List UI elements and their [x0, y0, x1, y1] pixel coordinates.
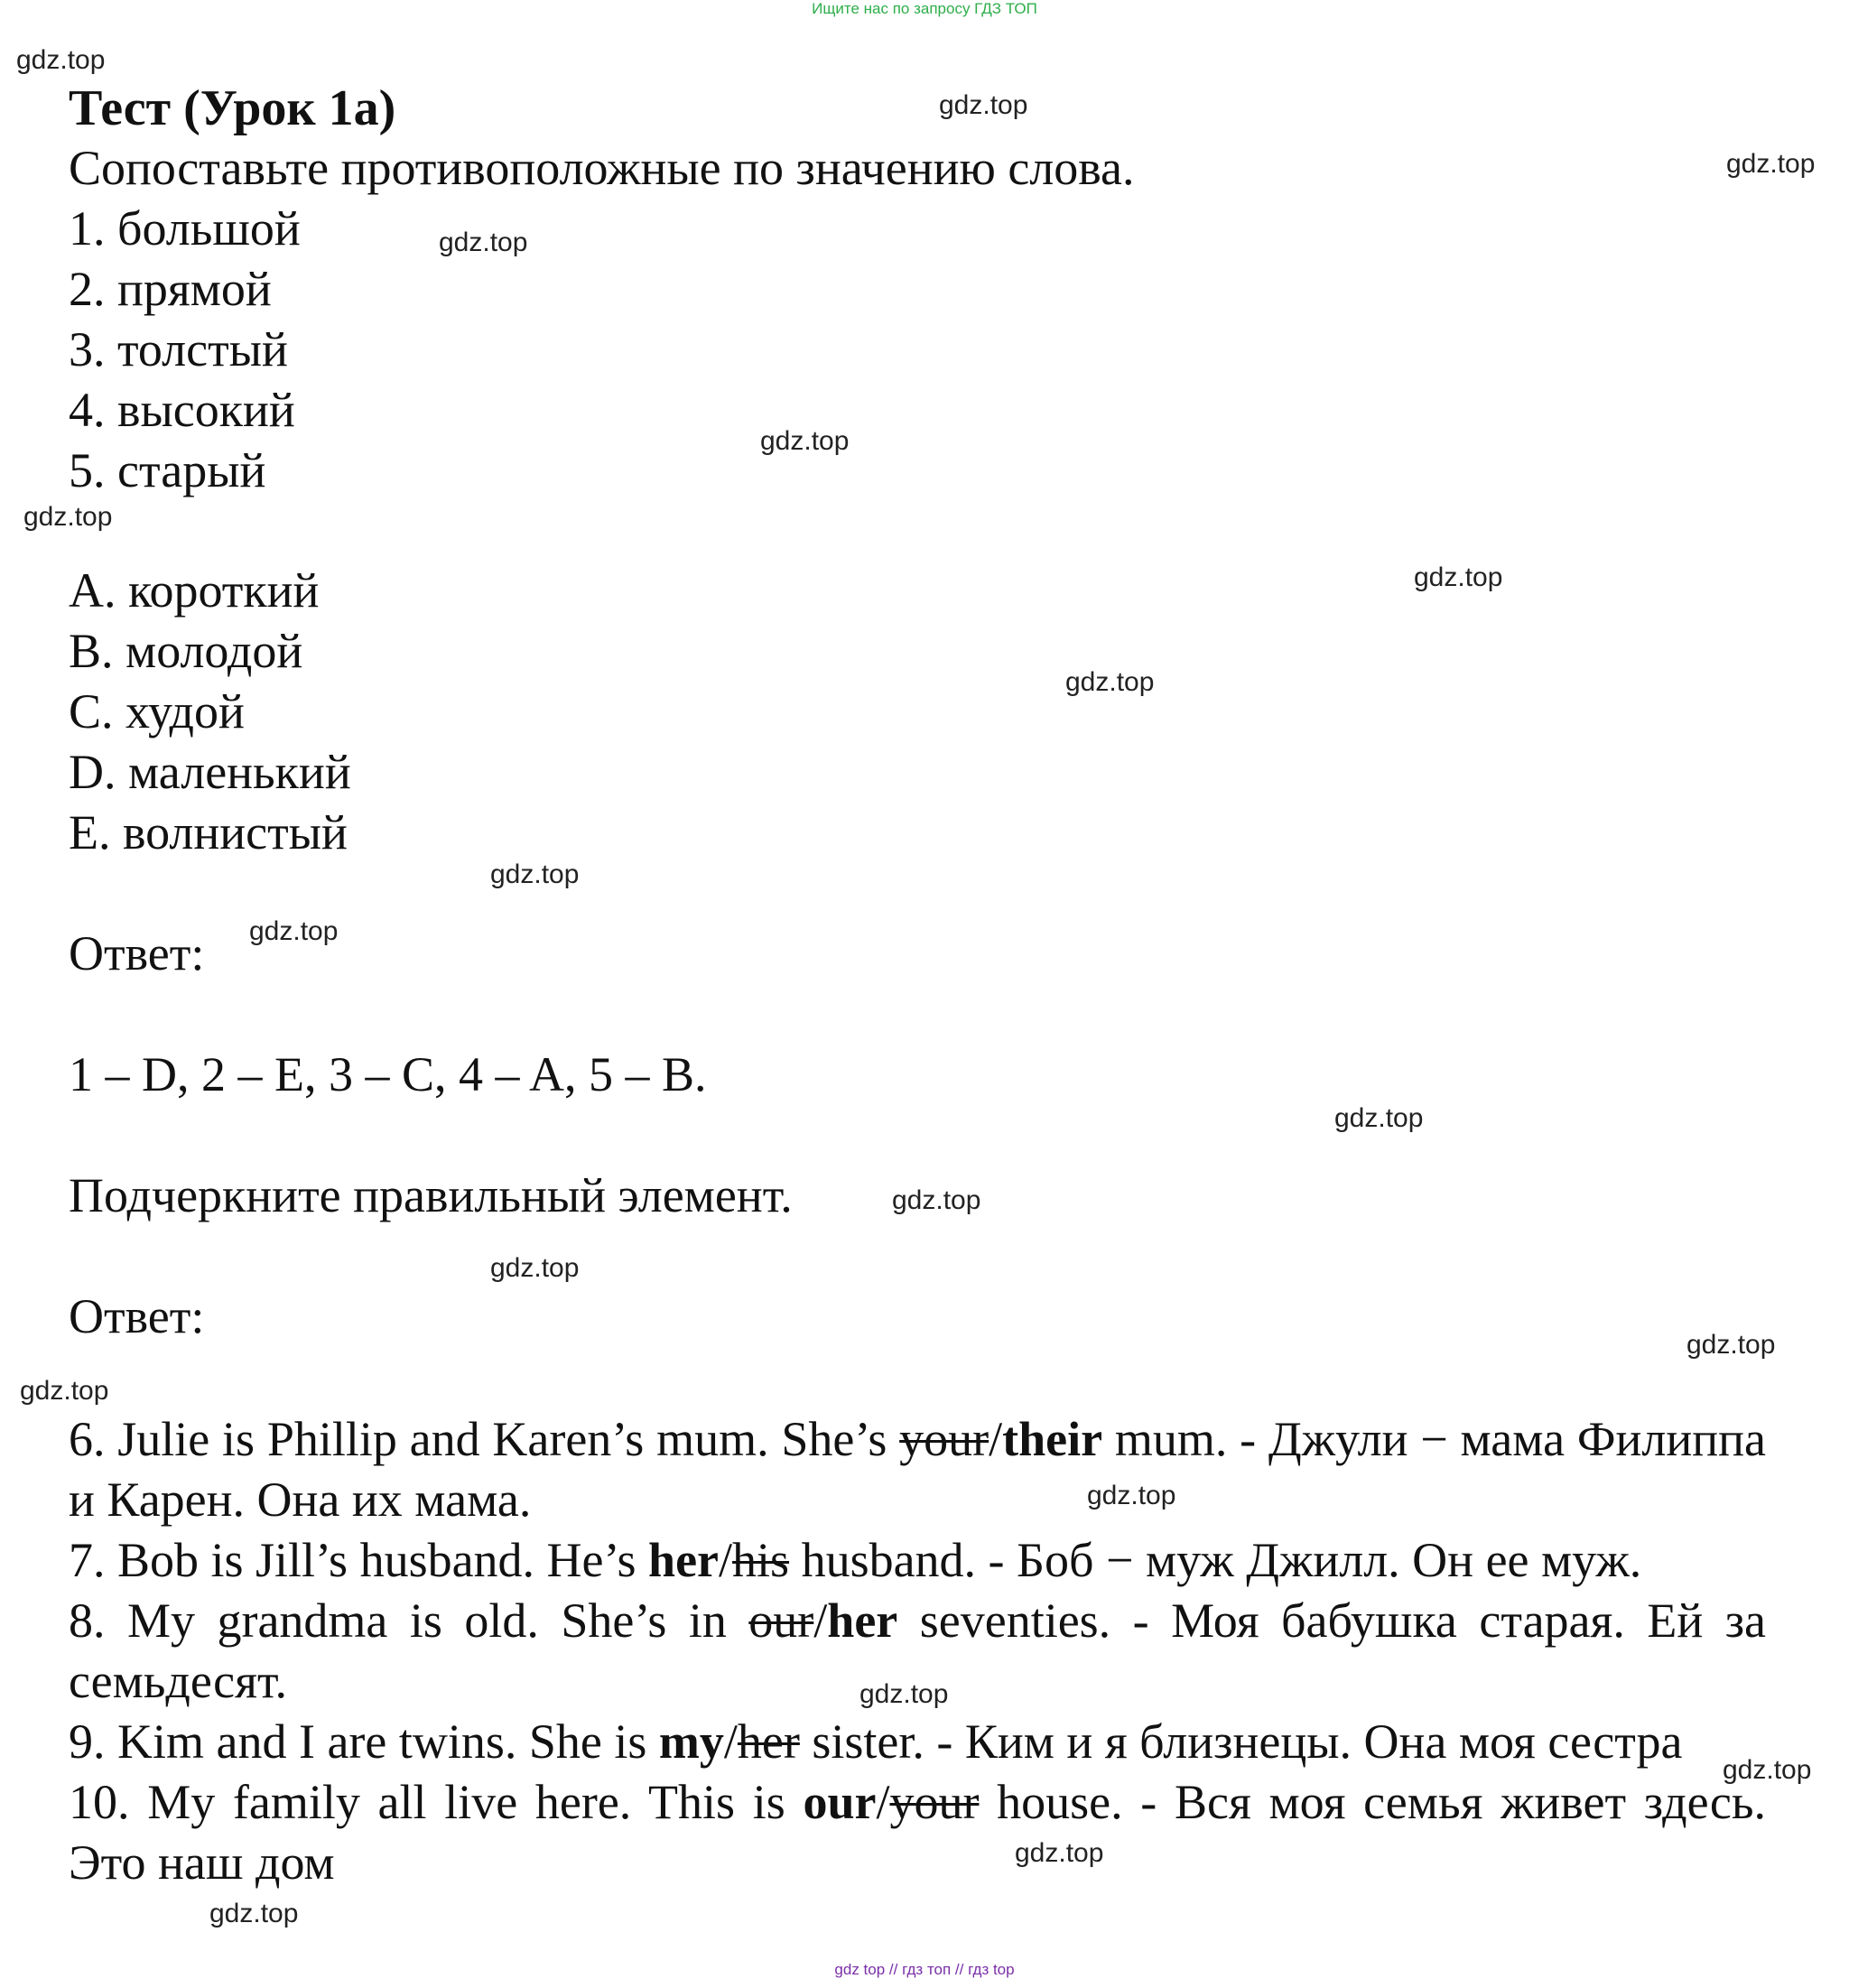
watermark: gdz.top	[1726, 149, 1816, 179]
word-item: 2. прямой	[69, 262, 272, 316]
item-text: 8. My grandma is old. She’s in	[69, 1593, 749, 1648]
watermark: gdz.top	[892, 1185, 981, 1215]
watermark: gdz.top	[1087, 1481, 1176, 1510]
watermark: gdz.top	[1015, 1838, 1104, 1868]
correct-option: her	[827, 1593, 898, 1648]
list-item	[69, 1591, 1766, 1712]
correct-option: her	[648, 1533, 720, 1587]
answer-label: Ответ:	[69, 926, 205, 980]
watermark: gdz.top	[20, 1376, 109, 1406]
crossed-option: your	[889, 1775, 980, 1829]
watermark: gdz.top	[760, 426, 850, 456]
crossed-option: our	[748, 1593, 814, 1648]
word-item: 4. высокий	[69, 383, 295, 437]
option-item: A. короткий	[69, 563, 320, 618]
list-item	[69, 1530, 1766, 1591]
bottom-banner[interactable]: gdz top // гдз топ // гдз top	[834, 1961, 1015, 1978]
watermark: gdz.top	[939, 90, 1028, 120]
watermark: gdz.top	[1723, 1755, 1812, 1785]
separator: /	[876, 1775, 890, 1829]
list-item	[69, 1712, 1766, 1772]
item-text: sister. - Ким и я близнецы. Она моя сестра	[799, 1714, 1683, 1769]
item-text: 10. My family all live here. This is	[69, 1775, 804, 1829]
word-item: 1. большой	[69, 201, 301, 255]
watermark: gdz.top	[209, 1899, 299, 1928]
separator: /	[723, 1714, 738, 1769]
crossed-option: her	[737, 1714, 800, 1769]
item-text: 6. Julie is Phillip and Karen’s mum. She’s	[69, 1412, 900, 1466]
watermark: gdz.top	[490, 859, 580, 889]
separator: /	[719, 1533, 733, 1587]
separator: /	[813, 1593, 828, 1648]
top-banner[interactable]: Ищите нас по запросу ГДЗ ТОП	[812, 0, 1037, 17]
watermark: gdz.top	[1065, 667, 1155, 697]
crossed-option: his	[732, 1533, 790, 1587]
word-item: 3. толстый	[69, 322, 288, 376]
watermark: gdz.top	[1414, 562, 1503, 592]
word-item: 5. старый	[69, 443, 266, 497]
task2-instruction: Подчеркните правильный элемент.	[69, 1168, 793, 1222]
watermark: gdz.top	[16, 45, 106, 75]
list-item	[69, 1409, 1766, 1530]
correct-option: my	[658, 1714, 724, 1769]
item-text: husband. - Боб − муж Джилл. Он ее муж.	[789, 1533, 1642, 1587]
crossed-option: your	[899, 1412, 990, 1466]
watermark: gdz.top	[490, 1253, 580, 1283]
option-item: E. волнистый	[69, 805, 348, 859]
watermark: gdz.top	[249, 916, 339, 946]
option-item: C. худой	[69, 684, 245, 739]
correct-option: our	[803, 1775, 877, 1829]
watermark: gdz.top	[23, 502, 113, 532]
separator: /	[989, 1412, 1003, 1466]
task1-instruction: Сопоставьте противоположные по значению слова.	[69, 141, 1135, 195]
watermark: gdz.top	[1334, 1103, 1424, 1133]
item-text: 7. Bob is Jill’s husband. He’s	[69, 1533, 649, 1587]
option-item: B. молодой	[69, 624, 303, 678]
watermark: gdz.top	[439, 228, 528, 257]
answer-text: 1 – D, 2 – E, 3 – C, 4 – A, 5 – B.	[69, 1047, 707, 1101]
item-text: 9. Kim and I are twins. She is	[69, 1714, 659, 1769]
watermark: gdz.top	[1686, 1330, 1776, 1360]
correct-option: their	[1002, 1412, 1103, 1466]
item-text: seventies. - Моя бабушка старая. Ей за семьдесят.	[69, 1593, 1766, 1708]
item-text: mum. - Джули − мама Филиппа и Карен. Она их мама.	[69, 1412, 1766, 1527]
watermark: gdz.top	[859, 1679, 949, 1709]
item-text: house. - Вся моя семья живет здесь. Это наш дом	[69, 1775, 1766, 1890]
task2-item-list	[69, 1409, 1766, 1893]
answer-label: Ответ:	[69, 1289, 205, 1343]
option-item: D. маленький	[69, 745, 351, 799]
page-title: Тест (Урок 1a)	[69, 80, 396, 136]
list-item	[69, 1772, 1766, 1893]
